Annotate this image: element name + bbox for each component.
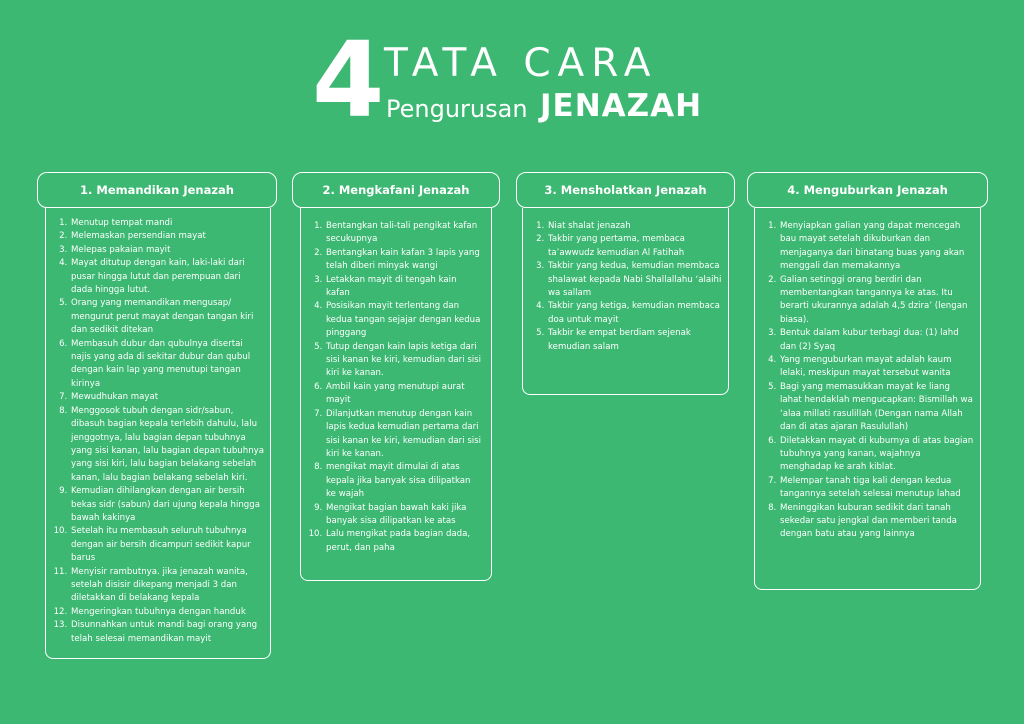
- step-item: 2. Takbir yang pertama, membaca ta’awwudz kemudian Al Fatihah: [547, 233, 722, 260]
- step-item: 5. Orang yang memandikan mengusap/ mengurut perut mayat dengan tangan kiri dan sedikit ditekan: [70, 297, 264, 337]
- step-item: 4. Posisikan mayit terlentang dan kedua tangan sejajar dengan kedua pinggang: [325, 300, 483, 340]
- step-item: 10. Setelah itu membasuh seluruh tubuhnya dengan air bersih dicampuri sedikit kapur barus: [70, 525, 264, 565]
- step-item: 6. Membasuh dubur dan qubulnya disertai najis yang ada di sekitar dubur dan qubul dengan kain lap yang menutupi tangan kirinya: [70, 338, 264, 392]
- step-item: 4. Mayat ditutup dengan kain, laki-laki dari pusar hingga lutut dan perempuan dari dada hingga lutut.: [70, 257, 264, 297]
- title-area: [0, 0, 1024, 140]
- steps-list-memandikan: [46, 217, 264, 646]
- card-body-mensholatkan: [522, 208, 729, 395]
- card-memandikan: [37, 172, 277, 660]
- step-item: 8. mengikat mayit dimulai di atas kepala jika banyak sisa dilipatkan ke wajah: [325, 461, 483, 501]
- step-item: 9. Kemudian dihilangkan dengan air bersih bekas sidr (sabun) dari ujung kepala hingga bawah kakinya: [70, 485, 264, 525]
- step-item: 2. Melemaskan persendian mayat: [70, 230, 264, 243]
- card-body-mengkafani: [300, 208, 492, 581]
- step-item: 3. Letakkan mayit di tengah kain kafan: [325, 274, 483, 301]
- step-item: 7. Dilanjutkan menutup dengan kain lapis kedua kemudian pertama dari sisi kanan ke kiri, kemudian dari sisi kiri ke kanan.: [325, 408, 483, 462]
- card-header-memandikan: 1. Memandikan Jenazah: [37, 172, 277, 208]
- step-item: 8. Meninggikan kuburan sedikit dari tanah sekedar satu jengkal dan memberi tanda dengan batu atau yang lainnya: [779, 502, 974, 542]
- step-item: 9. Mengikat bagian bawah kaki jika banyak sisa dilipatkan ke atas: [325, 502, 483, 529]
- card-mensholatkan: [516, 172, 735, 396]
- step-item: 1. Bentangkan tali-tali pengikat kafan secukupnya: [325, 220, 483, 247]
- card-menguburkan: [747, 172, 988, 591]
- step-item: 1. Menutup tempat mandi: [70, 217, 264, 230]
- step-item: 12. Mengeringkan tubuhnya dengan handuk: [70, 606, 264, 619]
- step-item: 2. Bentangkan kain kafan 3 lapis yang telah diberi minyak wangi: [325, 247, 483, 274]
- card-body-menguburkan: [754, 208, 981, 590]
- step-item: 3. Melepas pakaian mayit: [70, 244, 264, 257]
- steps-list-menguburkan: [755, 220, 974, 542]
- step-item: 1. Menyiapkan galian yang dapat mencegah bau mayat setelah dikuburkan dan menjaganya dari binatang buas yang akan menggali dan memakannya: [779, 220, 974, 274]
- step-item: 2. Galian setinggi orang berdiri dan membentangkan tangannya ke atas. Itu berarti ukurannya adalah 4,5 dzira’ (lengan biasa).: [779, 274, 974, 328]
- step-item: 7. Mewudhukan mayat: [70, 391, 264, 404]
- step-item: 7. Melempar tanah tiga kali dengan kedua tangannya setelah selesai menutup lahad: [779, 475, 974, 502]
- title-tata-cara: TATA CARA: [384, 41, 658, 86]
- step-item: 5. Takbir ke empat berdiam sejenak kemudian salam: [547, 327, 722, 354]
- step-item: 6. Diletakkan mayat di kuburnya di atas bagian tubuhnya yang kanan, wajahnya menghadap ke arah kiblat.: [779, 435, 974, 475]
- steps-list-mengkafani: [301, 220, 483, 555]
- card-mengkafani: [292, 172, 500, 582]
- title-jenazah: JENAZAH: [540, 88, 703, 124]
- step-item: 8. Menggosok tubuh dengan sidr/sabun, dibasuh bagian kepala terlebih dahulu, lalu jenggotnya, lalu bagian depan tubuhnya yang sisi kanan, lalu bagian depan tubuhnya yang sisi kiri, lalu bagian belakang sebelah kanan, lalu bagian belakang sebelah kiri.: [70, 405, 264, 485]
- step-item: 3. Takbir yang kedua, kemudian membaca shalawat kepada Nabi Shallallahu ‘alaihi wa sallam: [547, 260, 722, 300]
- step-item: 5. Bagi yang memasukkan mayat ke liang lahat hendaklah mengucapkan: Bismillah wa ‘alaa millati rasulillah (Dengan nama Allah dan di atas ajaran Rasulullah): [779, 381, 974, 435]
- step-item: 11. Menyisir rambutnya. jika jenazah wanita, setelah disisir dikepang menjadi 3 dan diletakkan di belakang kepala: [70, 566, 264, 606]
- step-item: 6. Ambil kain yang menutupi aurat mayit: [325, 381, 483, 408]
- step-item: 4. Takbir yang ketiga, kemudian membaca doa untuk mayit: [547, 300, 722, 327]
- step-item: 4. Yang menguburkan mayat adalah kaum lelaki, meskipun mayat tersebut wanita: [779, 354, 974, 381]
- step-item: 5. Tutup dengan kain lapis ketiga dari sisi kanan ke kiri, kemudian dari sisi kiri ke kanan.: [325, 341, 483, 381]
- card-header-menguburkan: 4. Menguburkan Jenazah: [747, 172, 988, 208]
- steps-list-mensholatkan: [523, 220, 722, 354]
- step-item: 13. Disunnahkan untuk mandi bagi orang yang telah selesai memandikan mayit: [70, 619, 264, 646]
- card-header-mengkafani: 2. Mengkafani Jenazah: [292, 172, 500, 208]
- step-item: 10. Lalu mengikat pada bagian dada, perut, dan paha: [325, 528, 483, 555]
- card-header-mensholatkan: 3. Mensholatkan Jenazah: [516, 172, 735, 208]
- title-pengurusan: Pengurusan: [386, 95, 528, 123]
- step-item: 1. Niat shalat jenazah: [547, 220, 722, 233]
- card-body-memandikan: [45, 208, 271, 659]
- step-item: 3. Bentuk dalam kubur terbagi dua: (1) lahd dan (2) Syaq: [779, 327, 974, 354]
- title-number: 4: [312, 19, 385, 141]
